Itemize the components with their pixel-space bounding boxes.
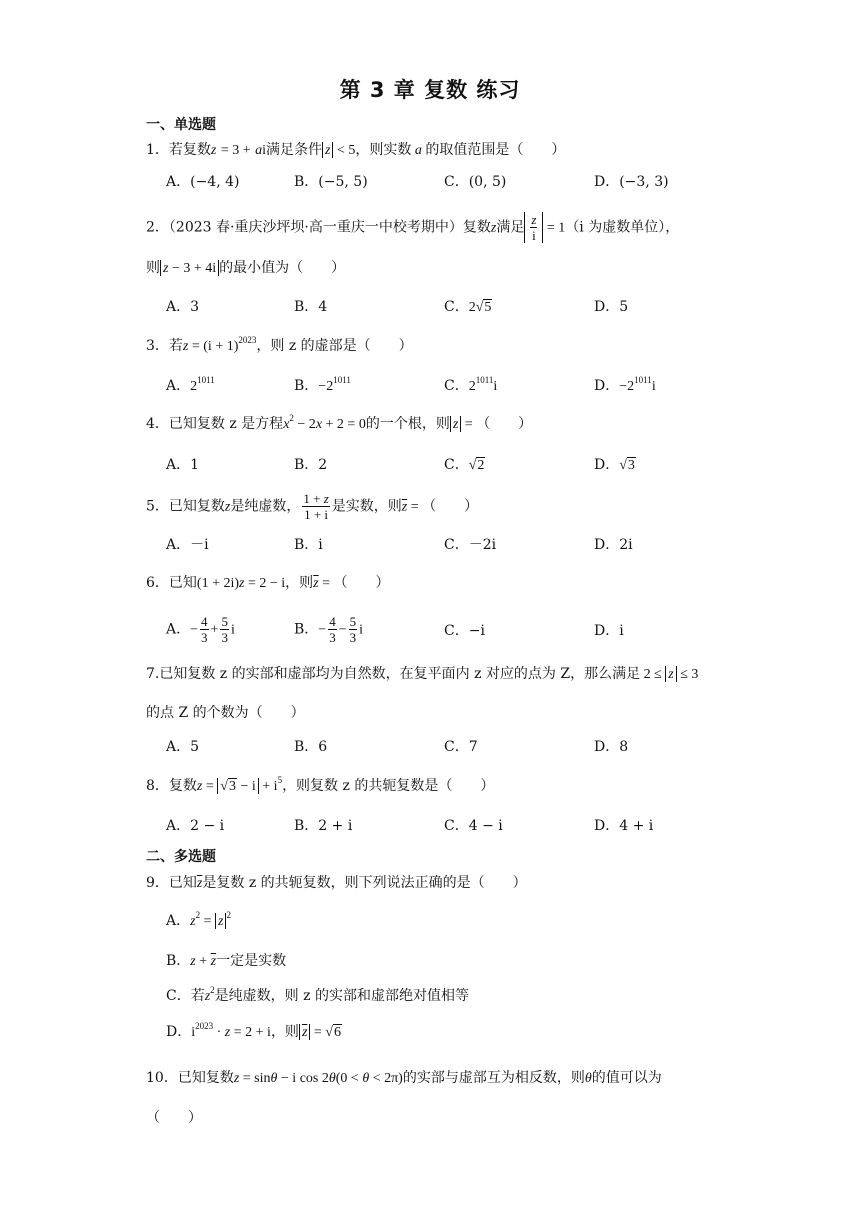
section-multiple-choice: 二、多选题: [146, 849, 216, 865]
option-d[interactable]: D．i: [594, 623, 624, 639]
question-2-options: [166, 296, 786, 318]
question-5-options: [166, 534, 786, 556]
option-c[interactable]: C．－2i: [444, 537, 497, 553]
question-2-line-2: 则 z − 3 + 4i 的最小值为（ ）: [146, 260, 346, 276]
question-9-option-d[interactable]: D．$i^{2023} \cdot z = 2 + i$，则 $\overline{z} = √6$: [166, 1021, 341, 1040]
option-b[interactable]: B．4: [294, 299, 328, 315]
question-2: 2．（2023 春·重庆沙坪坝·高一重庆一中校考期中）复数z满足 $\frac{z}{i}$ = 1（i 为虚数单位），: [146, 212, 680, 243]
question-8-options: [166, 815, 786, 837]
option-d[interactable]: D．8: [594, 739, 629, 755]
question-6: 6．已知(1 + 2i)z = 2 − i，则$\overline{z}$ = （ ）: [146, 575, 390, 591]
question-5: 5．已知复数z是纯虚数， $\frac{1 + z}{1 + i}$ 是实数，则$\overline{z}$ = （ ）: [146, 491, 479, 522]
option-a[interactable]: A．− $\frac{4}{3}$ + $\frac{5}{3}$ i: [166, 614, 235, 645]
option-a[interactable]: A．(−4, 4): [166, 174, 240, 190]
option-d[interactable]: D．$-2^{1011}i$: [594, 375, 656, 394]
option-c[interactable]: C．−i: [444, 623, 485, 639]
option-d[interactable]: D．(−3, 3): [594, 174, 669, 190]
question-1: 1．若复数z = 3 + ai满足条件 z < 5，则实数 a 的取值范围是（ ）: [146, 142, 566, 158]
option-a[interactable]: A．5: [166, 739, 200, 755]
question-3-options: [166, 375, 786, 397]
question-9-option-b[interactable]: B．$z + \overline{z}$一定是实数: [166, 953, 287, 969]
option-c[interactable]: C．(0, 5): [444, 174, 507, 190]
question-9: 9．已知$\overline{z}$是复数 z 的共轭复数，则下列说法正确的是（ ）: [146, 875, 527, 891]
option-b[interactable]: B．(−5, 5): [294, 174, 368, 190]
page-title: 第 3 章 复数 练习: [339, 78, 521, 102]
option-c[interactable]: C．√2: [444, 457, 485, 473]
question-9-option-c[interactable]: C．若$z^2$是纯虚数，则 z 的实部和虚部绝对值相等: [166, 985, 469, 1004]
section-single-choice: 一、单选题: [146, 117, 216, 133]
option-b[interactable]: B．6: [294, 739, 328, 755]
question-6-options: [166, 614, 786, 648]
question-3: 3．若$z = (i + 1)^{2023}$，则 z 的虚部是（ ）: [146, 335, 413, 354]
option-a[interactable]: A．$2^{1011}$: [166, 375, 215, 394]
question-4-options: [166, 454, 786, 476]
question-10-line-2: （ ）: [146, 1110, 202, 1126]
question-4: 4．已知复数 z 是方程$x^2 - 2x + 2 = 0$的一个根，则 z = （ ）: [146, 413, 533, 432]
option-a[interactable]: A．－i: [166, 537, 209, 553]
question-9-option-a[interactable]: A．$z^2 = z$ $^2$: [166, 910, 231, 929]
option-b[interactable]: B．i: [294, 537, 323, 553]
question-8: 8．复数$z = √3 - i + i^5$，则复数 z 的共轭复数是（ ）: [146, 775, 495, 794]
option-c[interactable]: C．$2^{1011}i$: [444, 375, 498, 394]
option-d[interactable]: D．5: [594, 299, 629, 315]
option-b[interactable]: B．$-2^{1011}$: [294, 375, 351, 394]
option-a[interactable]: A．2 − i: [166, 818, 225, 834]
question-7: 7.已知复数 z 的实部和虚部均为自然数，在复平面内 z 对应的点为 Z，那么满足 2 ≤ z ≤ 3: [146, 666, 699, 682]
option-d[interactable]: D．√3: [594, 457, 635, 473]
option-b[interactable]: B．− $\frac{4}{3}$ − $\frac{5}{3}$ i: [294, 614, 363, 645]
question-10: 10．已知复数z = sinθ − i cos 2θ(0 < θ < 2π)的实部与虚部互为相反数，则θ的值可以为: [146, 1070, 662, 1086]
option-c[interactable]: C．2√5: [444, 299, 492, 315]
option-c[interactable]: C．7: [444, 739, 478, 755]
option-d[interactable]: D．4 + i: [594, 818, 654, 834]
option-a[interactable]: A．3: [166, 299, 200, 315]
option-a[interactable]: A．1: [166, 457, 200, 473]
option-b[interactable]: B．2 + i: [294, 818, 353, 834]
question-1-options: [166, 171, 786, 193]
option-b[interactable]: B．2: [294, 457, 328, 473]
question-7-options: [166, 736, 786, 758]
question-7-line-2: 的点 Z 的个数为（ ）: [146, 705, 305, 721]
option-c[interactable]: C．4 − i: [444, 818, 503, 834]
option-d[interactable]: D．2i: [594, 537, 633, 553]
